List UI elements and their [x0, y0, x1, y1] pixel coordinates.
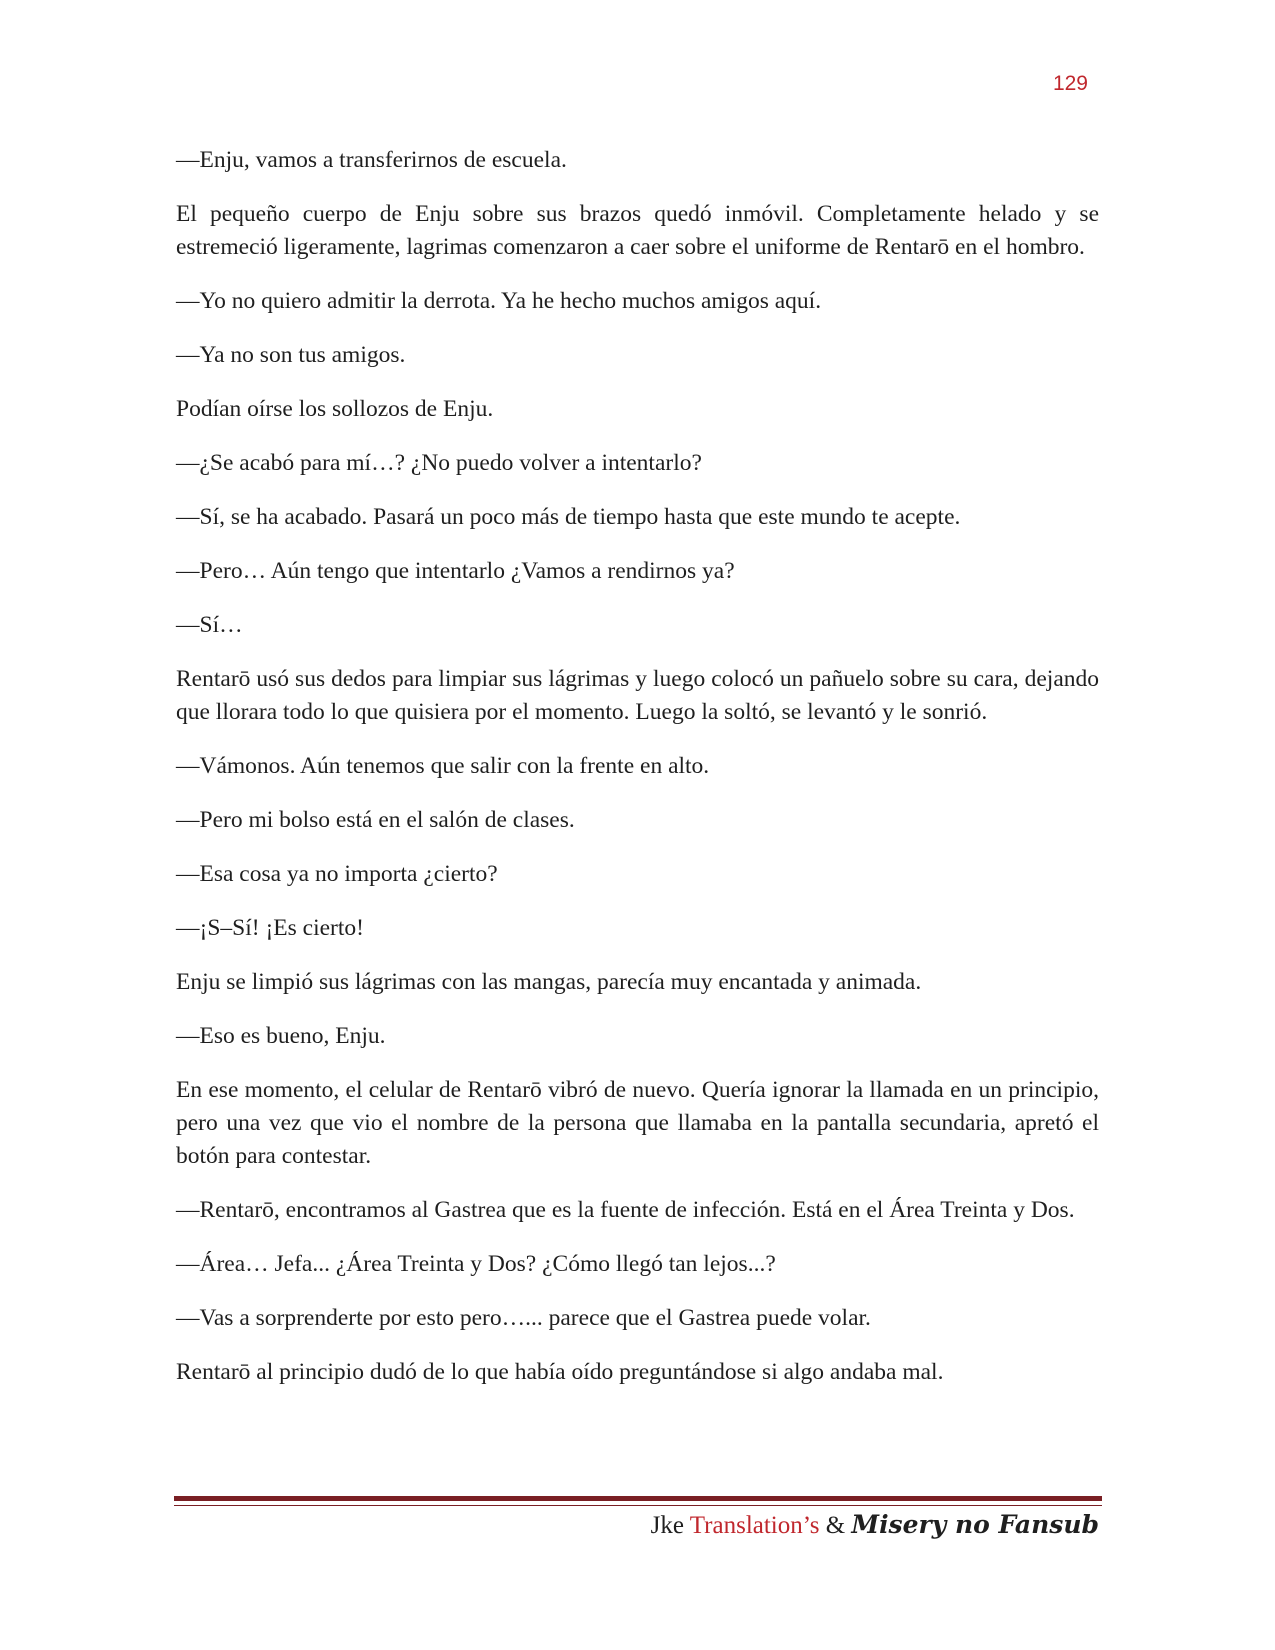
paragraph: —Área… Jefa... ¿Área Treinta y Dos? ¿Cómo llegó tan lejos...?	[176, 1251, 776, 1277]
paragraph: —Ya no son tus amigos.	[176, 342, 406, 368]
paragraph: —Pero… Aún tengo que intentarlo ¿Vamos a rendirnos ya?	[176, 558, 735, 584]
footer-ampersand: &	[819, 1512, 852, 1539]
paragraph: En ese momento, el celular de Rentarō vibró de nuevo. Quería ignorar la llamada en un principio, pero una vez que vio el nombre de la persona que llamaba en la pantalla secundaria, apretó el botón para contestar.	[176, 1077, 1099, 1169]
paragraph: —Vas a sorprenderte por esto pero…... parece que el Gastrea puede volar.	[176, 1305, 871, 1331]
footer-divider	[174, 1496, 1102, 1501]
footer-translations: Translation’s	[689, 1512, 820, 1539]
footer-divider-thin	[174, 1505, 1102, 1506]
paragraph: Rentarō usó sus dedos para limpiar sus lágrimas y luego colocó un pañuelo sobre su cara, dejando que llorara todo lo que quisiera por el momento. Luego la soltó, se levantó y le sonrió.	[176, 666, 1099, 725]
paragraph: —Enju, vamos a transferirnos de escuela.	[176, 147, 567, 173]
paragraph: —Eso es bueno, Enju.	[176, 1023, 386, 1049]
paragraph: —Rentarō, encontramos al Gastrea que es la fuente de infección. Está en el Área Treinta y Dos.	[176, 1197, 1075, 1223]
footer-credits	[651, 1510, 1099, 1540]
footer-misery-no-fansub: Misery no Fansub	[851, 1510, 1099, 1539]
page-number: 129	[1052, 72, 1088, 95]
paragraph: —Sí, se ha acabado. Pasará un poco más de tiempo hasta que este mundo te acepte.	[176, 504, 961, 530]
paragraph: El pequeño cuerpo de Enju sobre sus brazos quedó inmóvil. Completamente helado y se estremeció ligeramente, lagrimas comenzaron a caer sobre el uniforme de Rentarō en el hombro.	[176, 201, 1099, 260]
paragraph: —Yo no quiero admitir la derrota. Ya he hecho muchos amigos aquí.	[176, 288, 822, 314]
paragraph: —Sí…	[176, 612, 243, 638]
paragraph: —¡S–Sí! ¡Es cierto!	[176, 915, 364, 941]
paragraph: Rentarō al principio dudó de lo que había oído preguntándose si algo andaba mal.	[176, 1359, 944, 1385]
body-text	[176, 144, 1099, 1410]
footer-jke: Jke	[650, 1512, 690, 1539]
paragraph: Podían oírse los sollozos de Enju.	[176, 396, 494, 422]
paragraph: —Vámonos. Aún tenemos que salir con la frente en alto.	[176, 753, 710, 779]
paragraph: Enju se limpió sus lágrimas con las mangas, parecía muy encantada y animada.	[176, 969, 922, 995]
paragraph: —Esa cosa ya no importa ¿cierto?	[176, 861, 498, 887]
paragraph: —¿Se acabó para mí…? ¿No puedo volver a intentarlo?	[176, 450, 702, 476]
paragraph: —Pero mi bolso está en el salón de clases.	[176, 807, 575, 833]
